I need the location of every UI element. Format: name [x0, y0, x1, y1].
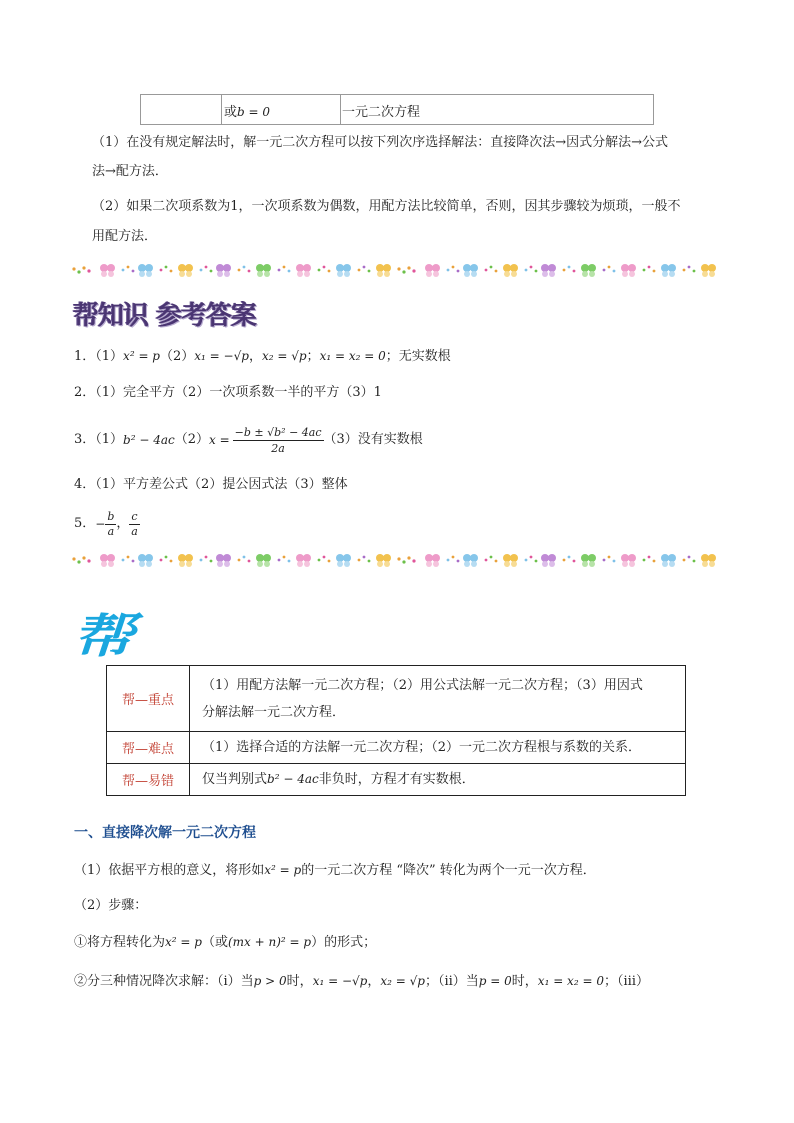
pitfall-text-a: 仅当判别式: [202, 772, 268, 787]
answer-5-f2-den: a: [131, 524, 138, 538]
bang-stamp-logo: 帮: [72, 608, 131, 664]
p1-text-a: （1）依据平方根的意义，将形如: [74, 863, 265, 878]
row-content-key-line-1: （1）用配方法解一元二次方程；（2）用公式法解一元二次方程；（3）用因式: [202, 677, 643, 693]
p1-math: x² = p: [264, 863, 302, 877]
step-2-math-1: p > 0: [253, 974, 287, 988]
answer-4: 4．（1）平方差公式（2）提公因式法（3）整体: [74, 477, 348, 492]
step-2-math-2: x₁ = −√p: [312, 974, 368, 988]
section-heading: 一、直接降次解一元二次方程: [74, 825, 256, 841]
dot-cluster-icon: [122, 266, 135, 273]
note-1-line-2: 法→配方法．: [92, 164, 168, 179]
top-table-cell-empty: [141, 95, 222, 124]
row-label-difficulty: 帮—难点: [107, 732, 190, 764]
row-label-key: 帮—重点: [107, 666, 190, 732]
answer-1-sep-2: ；: [306, 349, 320, 364]
step-2-math-5: x₁ = x₂ = 0: [537, 974, 604, 988]
answer-5-f2-num: c: [131, 509, 138, 523]
table-row: [107, 666, 686, 732]
step-2-text-c: ，: [367, 974, 381, 989]
answer-1-prefix: 1．（1）: [74, 349, 124, 364]
row-content-pitfall: [190, 764, 686, 796]
answer-1-mid: （2）: [160, 349, 195, 364]
top-table-cell-condition: [222, 95, 341, 124]
condition-math: b = 0: [237, 105, 271, 119]
table-row: [107, 732, 686, 764]
step-1-text-a: ①将方程转化为: [74, 935, 166, 950]
answer-2: 2．（1）完全平方（2）一次项系数一半的平方（3）1: [74, 385, 382, 400]
butterfly-ribbon-top: [70, 262, 720, 278]
answer-5-sep: ，: [116, 516, 130, 531]
note-1-line-1: （1）在没有规定解法时，解一元二次方程可以按下列次序选择解法：直接降次法→因式分解法→公式: [92, 135, 669, 150]
note-2-line-2: 用配方法．: [92, 229, 158, 244]
dot-cluster-icon: [318, 266, 331, 273]
answer-5-fraction-1: [105, 510, 116, 539]
answer-3-mid: （2）: [174, 432, 210, 447]
row-content-difficulty: （1）选择合适的方法解一元二次方程；（2）一元二次方程根与系数的关系．: [190, 732, 686, 764]
top-table-row: [140, 94, 654, 125]
answer-5-f1-num: b: [107, 509, 115, 523]
step-2-text-f: ；（ⅲ）: [603, 974, 649, 989]
butterfly-icon: [256, 264, 271, 277]
dot-cluster-icon: [72, 266, 90, 273]
answer-1-math-3: x₂ = √p: [261, 349, 307, 363]
answer-1-math-1: x² = p: [123, 349, 160, 363]
butterfly-icon: [216, 264, 231, 277]
section-paragraph-1: [74, 861, 596, 880]
answer-3-tail: （3）没有实数根: [323, 432, 423, 447]
row-content-key: [190, 666, 686, 732]
note-2-line-1: （2）如果二次项系数为1，一次项系数为偶数，用配方法比较简单，否则，因其步骤较为烦琐，一般不: [92, 199, 681, 214]
answer-3: [74, 420, 423, 460]
top-table-cell-type: 一元二次方程: [342, 105, 421, 120]
answer-1-sep-1: ，: [248, 349, 262, 364]
dot-cluster-icon: [160, 266, 173, 273]
butterfly-icon: [376, 264, 391, 277]
answer-5-prefix: 5．: [74, 516, 96, 531]
dot-cluster-icon: [238, 266, 251, 273]
butterfly-ribbon-bottom: [70, 552, 720, 568]
butterfly-icon: [138, 264, 153, 277]
butterfly-icon: [100, 264, 115, 277]
butterfly-icon: [296, 264, 311, 277]
table-row: [107, 764, 686, 796]
step-2-text-e: 时，: [511, 974, 538, 989]
step-2-text-d: ；（ⅱ）当: [424, 974, 479, 989]
butterfly-icon: [336, 264, 351, 277]
step-1-text-b: （或: [201, 935, 228, 950]
butterfly-icon: [178, 264, 193, 277]
step-1: [74, 933, 376, 952]
answer-1-math-4: x₁ = x₂ = 0: [319, 349, 386, 363]
answer-1-tail: ；无实数根: [385, 349, 451, 364]
step-2-math-3: x₂ = √p: [380, 974, 425, 988]
pitfall-math: b² − 4ac: [267, 772, 319, 786]
step-1-math-2: (mx + n)² = p: [227, 935, 312, 949]
answer-5-f1-den: a: [107, 524, 115, 538]
step-2: [74, 972, 649, 991]
answer-5-fraction-2: [129, 510, 139, 539]
row-content-key-line-2: 分解法解一元二次方程．: [202, 704, 346, 720]
key-points-table: [106, 665, 686, 796]
answer-1-math-2: x₁ = −√p: [194, 349, 249, 363]
pitfall-text-b: 非负时，方程才有实数根．: [318, 772, 475, 787]
answer-3-fraction: [233, 425, 324, 456]
condition-prefix: 或: [224, 105, 238, 120]
p1-text-b: 的一元二次方程 “降次” 转化为两个一元一次方程．: [301, 863, 596, 878]
answer-1: [74, 347, 451, 366]
answer-3-math-1: b² − 4ac: [123, 433, 175, 447]
dot-cluster-icon: [200, 266, 213, 273]
dot-cluster-icon: [358, 266, 371, 273]
answer-3-denominator: 2a: [271, 441, 285, 455]
answer-3-prefix: 3．（1）: [74, 432, 124, 447]
answer-3-numerator: −b ± √b² − 4ac: [234, 425, 322, 439]
answers-heading: 帮知识 参考答案: [73, 301, 257, 331]
answer-3-lhs: x =: [209, 433, 230, 447]
step-1-math-1: x² = p: [165, 935, 202, 949]
dot-cluster-icon: [278, 266, 291, 273]
step-2-text-b: 时，: [286, 974, 313, 989]
step-2-math-4: p = 0: [478, 974, 512, 988]
section-paragraph-2: （2）步骤：: [74, 898, 148, 913]
answer-5: [74, 507, 140, 541]
row-label-pitfall: 帮—易错: [107, 764, 190, 796]
answer-5-sign: −: [95, 517, 106, 531]
step-2-text-a: ②分三种情况降次求解：（ⅰ）当: [74, 974, 254, 989]
step-1-text-c: ）的形式；: [311, 935, 377, 950]
